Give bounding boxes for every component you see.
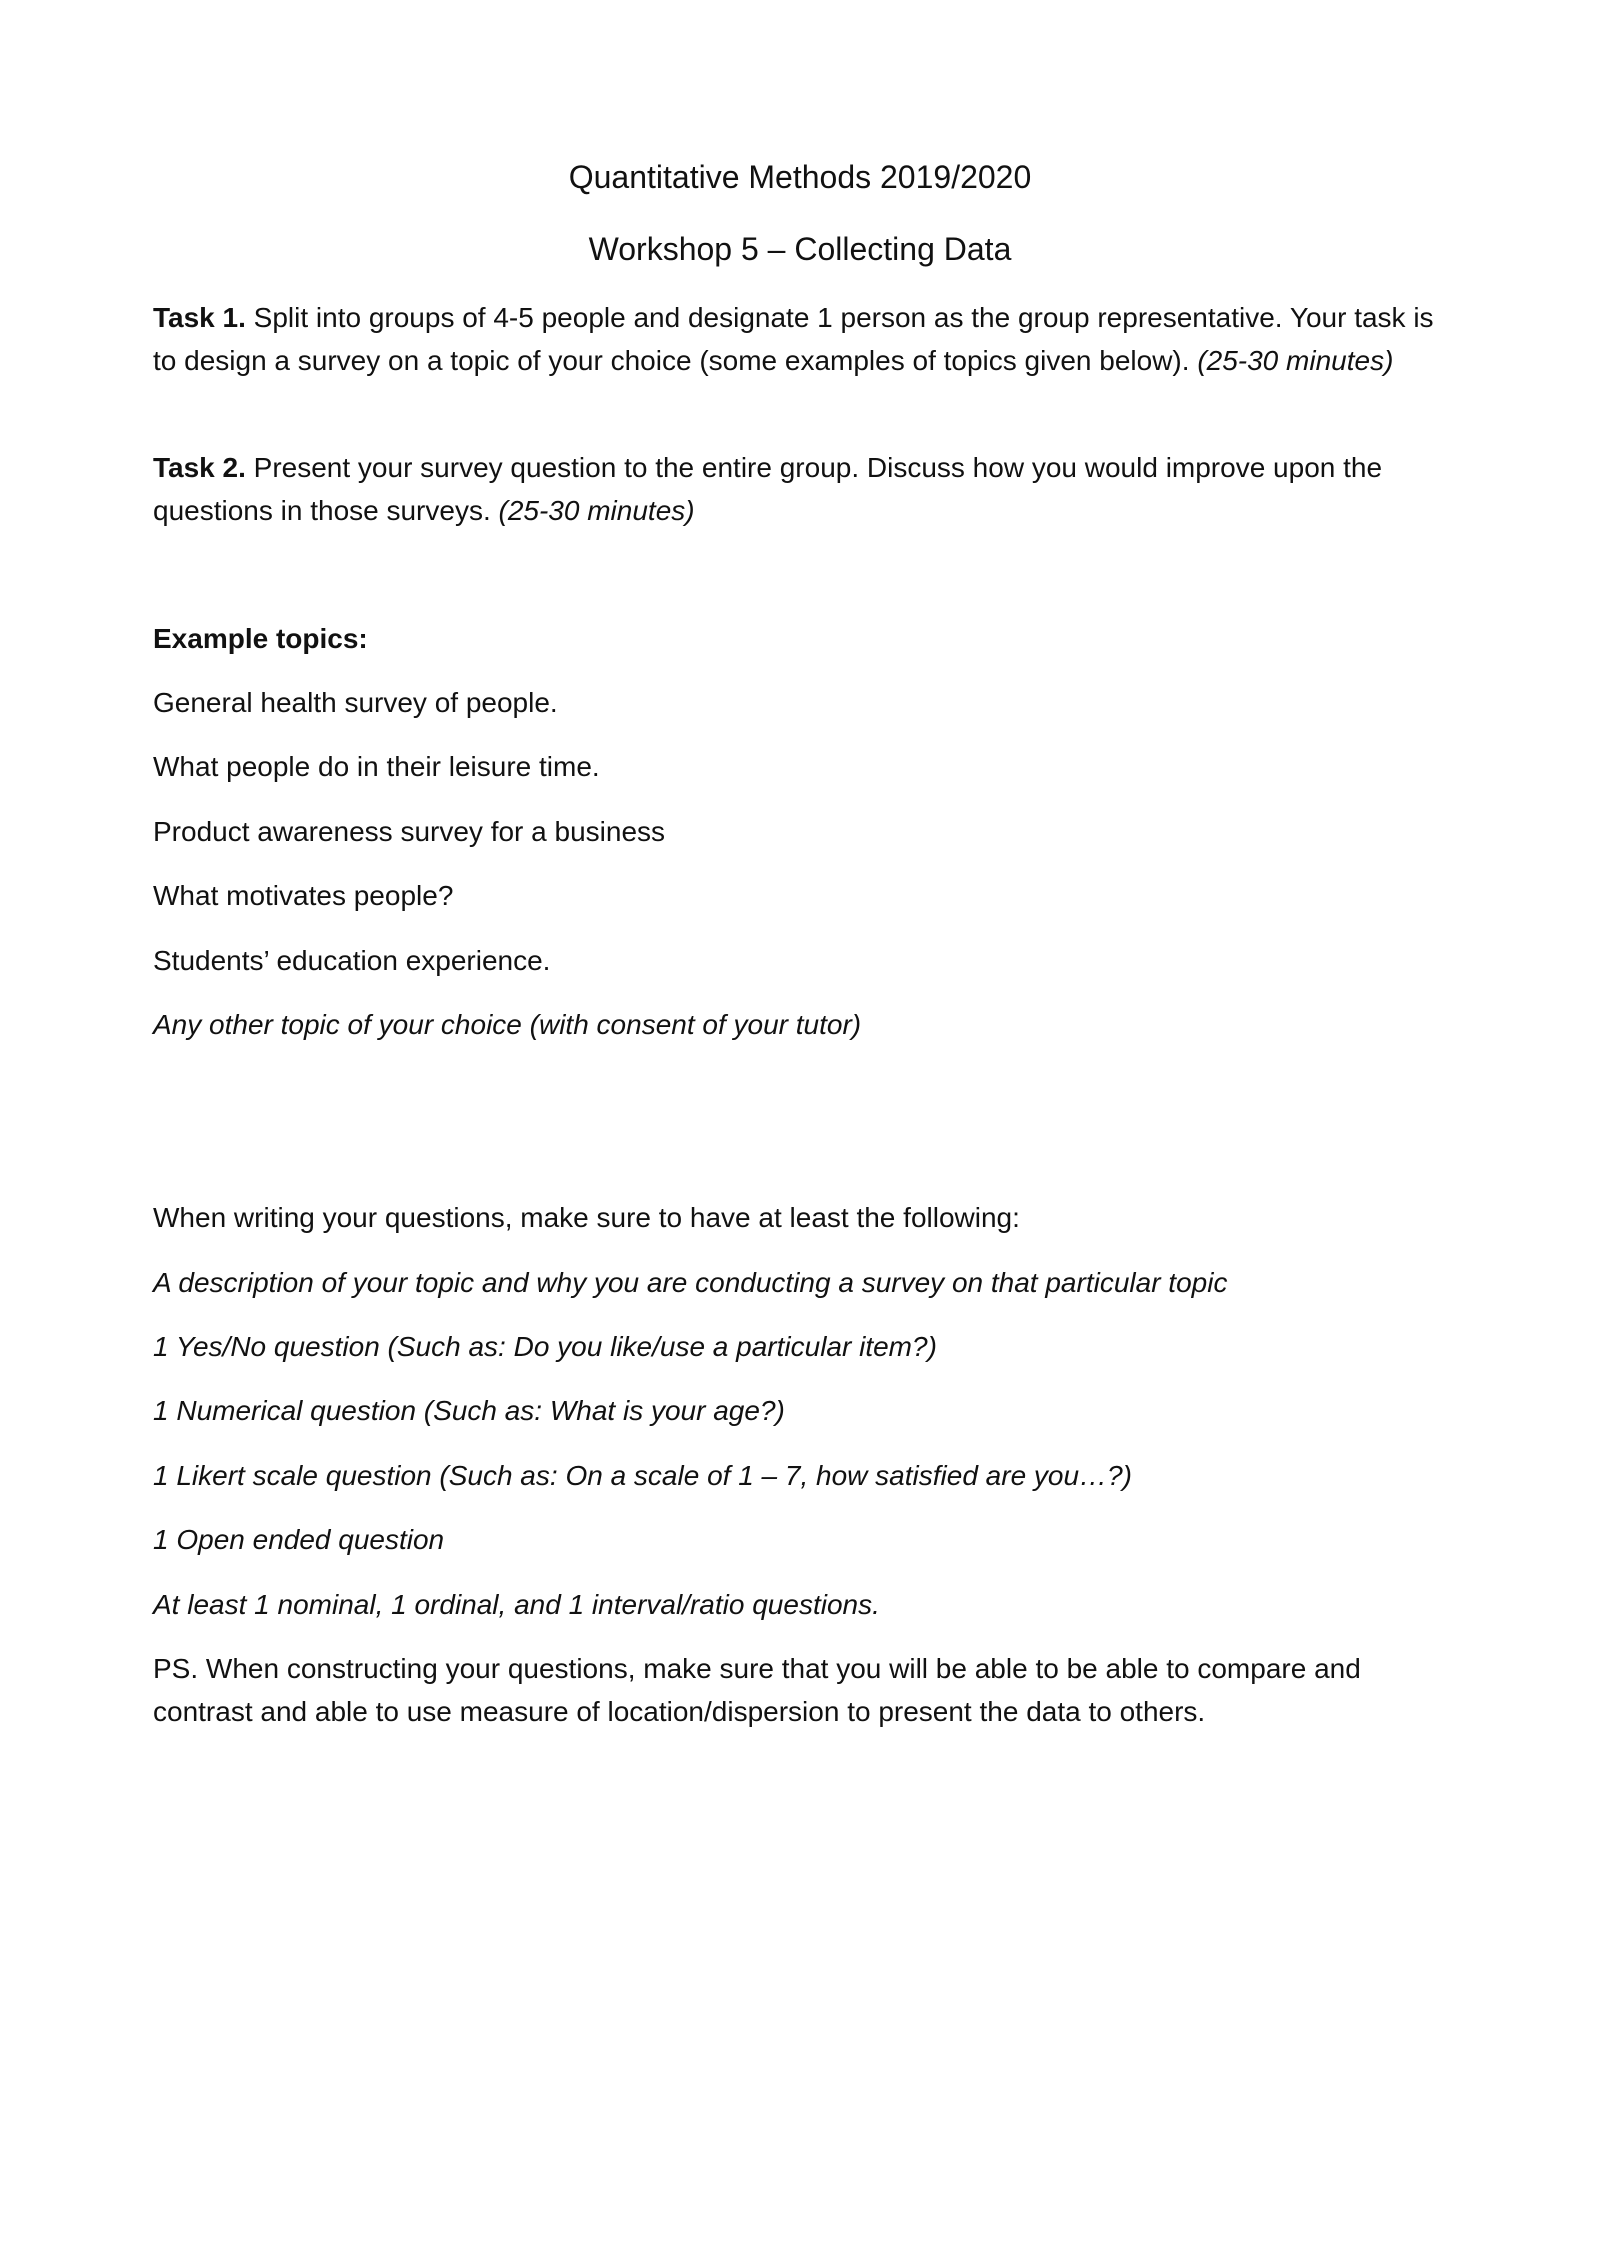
task-2-text: Present your survey question to the entire group. Discuss how you would improve upon the questions in those surveys. xyxy=(153,452,1383,526)
task-2 xyxy=(153,446,1453,532)
requirements-intro: When writing your questions, make sure to have at least the following: xyxy=(153,1202,1020,1233)
requirement-item: 1 Likert scale question (Such as: On a scale of 1 – 7, how satisfied are you…?) xyxy=(153,1460,1132,1491)
requirement-item: 1 Numerical question (Such as: What is your age?) xyxy=(153,1395,785,1426)
list-item-other: Any other topic of your choice (with consent of your tutor) xyxy=(153,1009,862,1040)
task-1-duration: (25-30 minutes) xyxy=(1197,345,1394,376)
task-1 xyxy=(153,296,1453,382)
list-item: General health survey of people. xyxy=(153,687,558,718)
list-item: Product awareness survey for a business xyxy=(153,816,666,847)
ps-note: PS. When constructing your questions, make sure that you will be able to be able to compare and contrast and able to use measure of location/dispersion to present the data to others. xyxy=(153,1653,1361,1727)
requirement-item: 1 Yes/No question (Such as: Do you like/use a particular item?) xyxy=(153,1331,937,1362)
list-item: Students’ education experience. xyxy=(153,945,551,976)
requirement-item: At least 1 nominal, 1 ordinal, and 1 interval/ratio questions. xyxy=(153,1589,880,1620)
task-1-label: Task 1. xyxy=(153,302,246,333)
list-item: What motivates people? xyxy=(153,880,454,911)
requirement-item: 1 Open ended question xyxy=(153,1524,445,1555)
task-2-label: Task 2. xyxy=(153,452,246,483)
example-topics-heading: Example topics: xyxy=(153,623,368,654)
task-2-duration: (25-30 minutes) xyxy=(498,495,695,526)
workshop-title: Workshop 5 – Collecting Data xyxy=(588,231,1012,267)
list-item: What people do in their leisure time. xyxy=(153,751,600,782)
course-title: Quantitative Methods 2019/2020 xyxy=(568,159,1032,195)
task-1-text: Split into groups of 4-5 people and designate 1 person as the group representative. Your task is to design a survey on a topic of your choice (some examples of topics given below). xyxy=(153,302,1434,376)
requirement-item: A description of your topic and why you are conducting a survey on that particular topic xyxy=(153,1267,1228,1298)
